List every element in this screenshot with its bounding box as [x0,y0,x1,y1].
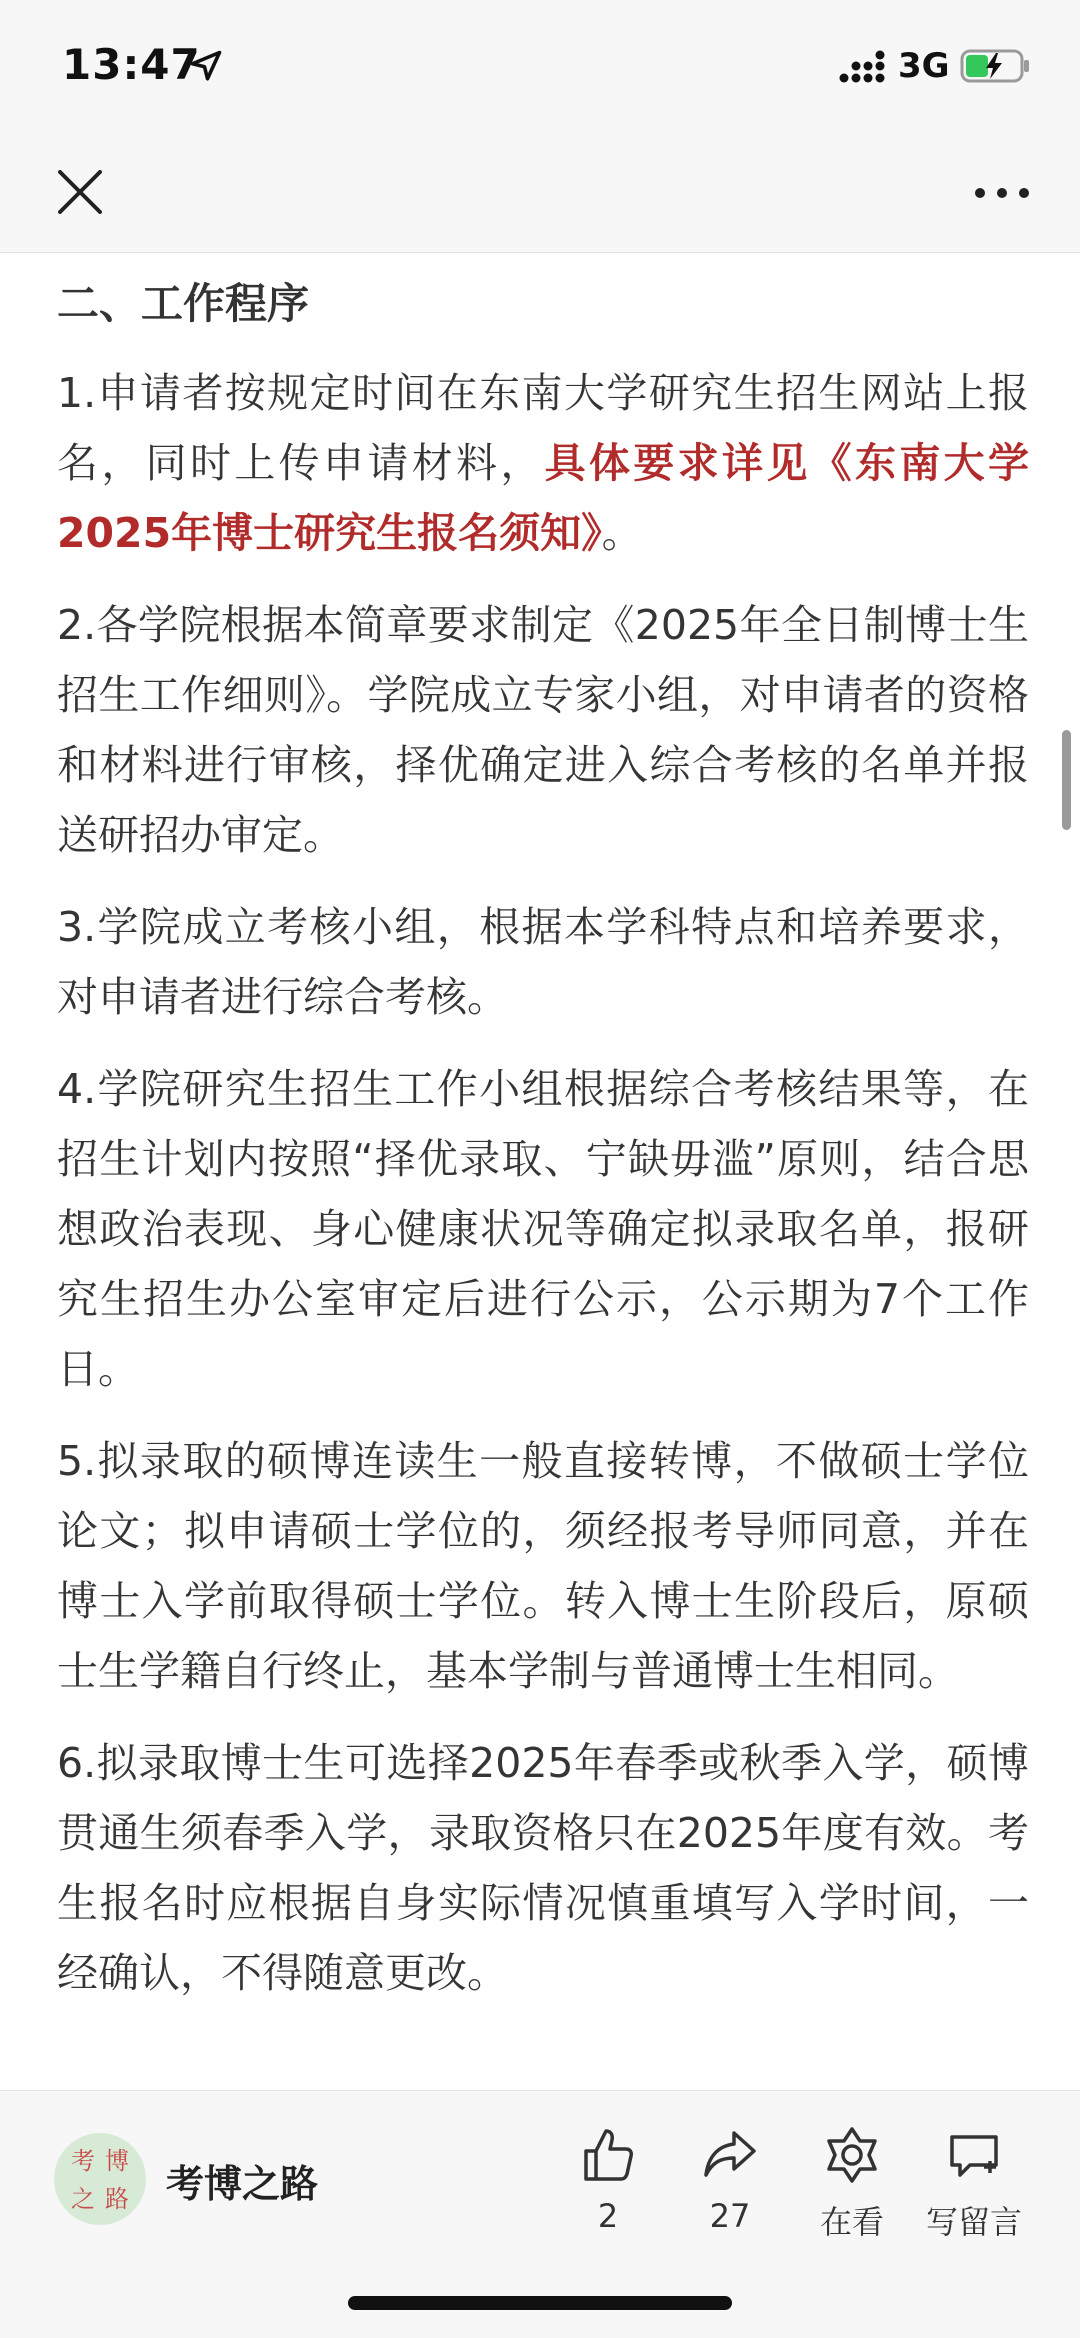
battery-charging-icon [960,48,1032,84]
share-button[interactable] [670,2125,790,2235]
network-type: 3G [898,46,950,86]
watching-label: 在看 [819,2203,884,2241]
avatar[interactable] [54,2133,146,2225]
registration-notice-link[interactable]: 具体要求详见《东南大学2025年博士研究生报名须知》 [57,439,1030,557]
avatar-char: 考 [71,2147,95,2175]
avatar-char: 之 [71,2185,95,2213]
more-icon[interactable] [972,168,1032,218]
nav-bar [0,140,1080,253]
avatar-char: 路 [105,2185,129,2213]
section-heading: 二、工作程序 [57,279,310,328]
account-name[interactable]: 考博之路 [166,2162,319,2206]
paragraph-1 [57,358,1029,568]
share-icon [700,2125,760,2185]
paragraph-1-end: 。 [601,509,643,557]
paragraph-2: 2.各学院根据本简章要求制定《2025年全日制博士生招生工作细则》。学院成立专家小组，对申请者的资格和材料进行审核，择优确定进入综合考核的名单并报送研招办审定。 [57,601,1029,859]
paragraph-5: 5.拟录取的硕博连读生一般直接转博，不做硕士学位论文；拟申请硕士学位的，须经报考导师同意，并在博士入学前取得硕士学位。转入博士生阶段后，原硕士生学籍自行终止，基本学制与普通博士生相同。 [57,1437,1029,1695]
comment-label: 写留言 [925,2203,1022,2241]
status-bar [0,0,1080,140]
location-arrow-icon [188,48,224,84]
comment-icon [944,2125,1004,2185]
paragraph-6: 6.拟录取博士生可选择2025年春季或秋季入学，硕博贯通生须春季入学，录取资格只在2025年度有效。考生报名时应根据自身实际情况慎重填写入学时间，一经确认，不得随意更改。 [57,1739,1029,1997]
home-indicator[interactable] [348,2296,732,2310]
like-button[interactable] [548,2125,668,2235]
watching-button[interactable] [792,2125,912,2243]
close-icon[interactable] [52,164,108,220]
scrollbar[interactable] [1062,730,1071,830]
article-body [57,258,1029,2030]
status-time: 13:47 [62,40,201,89]
signal-icon [838,50,888,86]
paragraph-3: 3.学院成立考核小组，根据本学科特点和培养要求，对申请者进行综合考核。 [57,903,1029,1021]
share-count: 27 [709,2197,751,2235]
avatar-char: 博 [105,2147,129,2175]
comment-button[interactable] [914,2125,1034,2243]
like-count: 2 [597,2197,619,2235]
thumbs-up-icon [578,2125,638,2185]
paragraph-1-text: 1.申请者按规定时间在东南大学研究生招生网站上报名，同时上传申请材料， [57,369,1029,487]
paragraph-4: 4.学院研究生招生工作小组根据综合考核结果等，在招生计划内按照“择优录取、宁缺毋滥”原则，结合思想政治表现、身心健康状况等确定拟录取名单，报研究生招生办公室审定后进行公示，公示期为7个工作日。 [57,1065,1029,1393]
watching-icon [822,2125,882,2185]
